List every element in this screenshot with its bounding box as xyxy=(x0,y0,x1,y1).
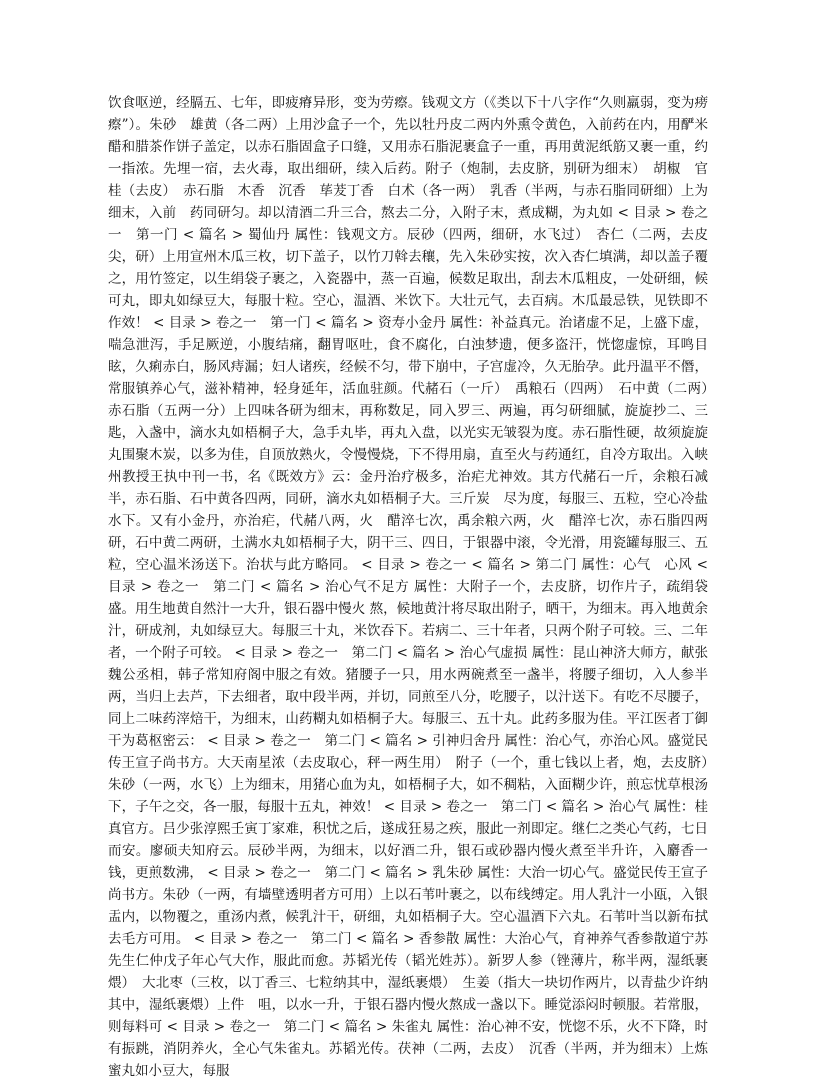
document-body xyxy=(108,92,722,1082)
body-paragraph: 饮食呕逆，经膈五、七年，即疲瘠异形，变为劳瘵。钱观文方（《类以下十八字作“久则羸弱，变为痨瘵”）。朱砂 雄黄（各二两）上用沙盒子一个，先以牡丹皮二两内外熏令黄色，入前药在内，用酽米醋和腊茶作饼子盖定，以赤石脂固盒子口缝，又用赤石脂泥裹盒子一重，再用黄泥纸筋又裹一重，约一指浓。先埋一宿，去火毒，取出细研，续入后药。附子（炮制，去皮脐，别研为细末） 胡椒 官桂（去皮） 赤石脂 木香 沉香 荜茇丁香 白术（各一两） 乳香（半两，与赤石脂同研细）上为细末，入前 药同研匀。却以清酒二升三合，熬去二分，入附子末，煮成糊，为丸如 < 目录 > 卷之一 第一门 < 篇名 > 蜀仙丹 属性：钱观文方。辰砂（四两，细研，水飞过） 杏仁（二两，去皮尖，研）上用宣州木瓜三枚，切下盖子，以竹刀斡去穰，先入朱砂实按，次入杏仁填满，却以盖子覆之，用竹签定，以生绢袋子裹之，入瓷器中，蒸一百遍，候数足取出，刮去木瓜粗皮，一处研细，候可丸，即丸如绿豆大，每服十粒。空心，温酒、米饮下。大壮元气，去百病。木瓜最忌铁，见铁即不作效！ < 目录 > 卷之一 第一门 < 篇名 > 资寿小金丹 属性：补益真元。治诸虚不足，上盛下虚，喘急泄泻，手足厥逆，小腹结痛，翻胃呕吐，食不腐化，白浊梦遗，便多盗汗，恍惚虚惊，耳鸣目眩，久痢赤白，肠风痔漏；妇人诸疾，经候不匀，带下崩中，子宫虚冷，久无胎孕。此丹温平不僭，常服镇养心气，滋补精神，轻身延年，活血驻颜。代赭石（一斤） 禹粮石（四两） 石中黄（二两） 赤石脂（五两一分）上四味各研为细末，再称数足，同入罗三、两遍，再匀研细腻，旋旋抄二、三匙，入盏中，滴水丸如梧桐子大，急手丸毕，再丸入盘，以光实无皱裂为度。赤石脂性硬，故须旋旋丸围聚木炭，以多为佳，自顶放熟火，令慢慢烧，下不得用扇，直至火与药通红，自冷方取出。入峡州教授王执中刊一书，名《既效方》云：金丹治疗极多，治疟尤神效。其方代赭石一斤，余粮石减半，赤石脂、石中黄各四两，同研，滴水丸如梧桐子大。三斤炭 尽为度，每服三、五粒，空心冷盐水下。又有小金丹，亦治疟，代赭八两，火 醋淬七次，禹余粮六两，火 醋淬七次，赤石脂四两研，石中黄二两研，土满水丸如梧桐子大，阴干三、四日，于银器中滚，令光滑，用瓷罐每服三、五粒，空心温米汤送下。治状与此方略同。 < 目录 > 卷之一 < 篇名 > 第二门 属性：心气 心风 < 目录 > 卷之一 第二门 < 篇名 > 治心气不足方 属性：大附子一个，去皮脐，切作片子，疏绢袋盛。用生地黄自然汁一大升，银石器中慢火 熬，候地黄汁将尽取出附子，晒干，为细末。再入地黄余汁，研成剂，丸如绿豆大。每服三十丸，米饮吞下。若病二、三十年者，只两个附子可较。三、二年者，一个附子可较。 < 目录 > 卷之一 第二门 < 篇名 > 治心气虚损 属性：昆山神济大师方，献张魏公丞相，韩子常知府阁中服之有效。猪腰子一只，用水两碗煮至一盏半，将腰子细切，入人参半两，当归上去芦，下去细者，取中段半两，并切，同煎至八分，吃腰子，以汁送下。有吃不尽腰子，同上二味药滓焙干，为细末，山药糊丸如梧桐子大。每服三、五十丸。此药多服为佳。平江医者丁御干为葛枢密云： < 目录 > 卷之一 第二门 < 篇名 > 引神归舍丹 属性：治心气，亦治心风。盛觉民传王宣子尚书方。大天南星浓（去皮取心，秤一两生用） 附子（一个，重七钱以上者，炮，去皮脐） 朱砂（一两，水飞）上为细末，用猪心血为丸，如梧桐子大，如不稠粘，入面糊少许，煎忘忧草根汤下，子午之交，各一服，每服十五丸，神效！ < 目录 > 卷之一 第二门 < 篇名 > 治心气 属性：桂真官方。吕少张淳熙壬寅丁家难，积忧之后，遂成狂易之疾，服此一剂即定。继仁之类心气药，七日而安。廖硕夫知府云。辰砂半两，为细末，以好酒二升，银石或砂器内慢火煮至半升许，入麝香一钱，更煎数沸， < 目录 > 卷之一 第二门 < 篇名 > 乳朱砂 属性：大治一切心气。盛觉民传王宣子尚书方。朱砂（一两，有墙壁透明者方可用）上以石苇叶裹之，以布线缚定。用人乳汁一小瓯，入银盂内，以物覆之，重汤内煮，候乳汁干，研细，丸如梧桐子大。空心温酒下六丸。石苇叶当以新布拭去毛方可用。 < 目录 > 卷之一 第二门 < 篇名 > 香参散 属性：大治心气，育神养气香参散道宁苏先生仁仲戊子年心气大作，服此而愈。苏韬光传（韬光姓苏）。新罗人参（锉薄片，称半两，湿纸裹煨） 大北枣（三枚，以丁香三、七粒纳其中，湿纸裹煨） 生姜（指大一块切作两片，以青盐少许纳其中，湿纸裹煨）上件 咀，以水一升，于银石器内慢火熬成一盏以下。睡觉添闷时顿服。若常服，则每料可 < 目录 > 卷之一 第二门 < 篇名 > 朱雀丸 属性：治心神不安，恍惚不乐，火不下降，时有振跳，消阴养火，全心气朱雀丸。苏韬光传。茯神（二两，去皮） 沉香（半两，并为细末）上炼蜜丸如小豆大，每服 xyxy=(108,95,722,1079)
